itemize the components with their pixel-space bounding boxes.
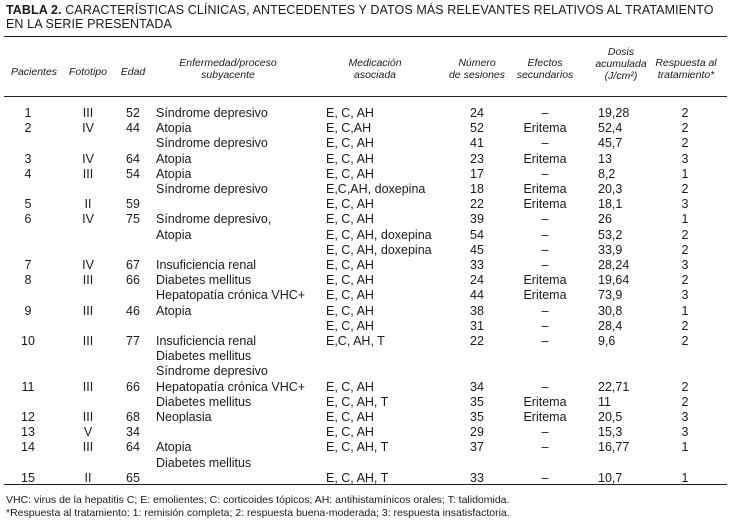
cell-dosis: 30,8: [598, 303, 623, 318]
cell-enfermedad: Atopia: [156, 440, 192, 455]
cell-sesiones: 33: [470, 258, 484, 272]
cell-enfermedad: Síndrome depresivo: [156, 364, 268, 379]
cell-enfermedad: Diabetes mellitus: [156, 455, 252, 470]
table-row: [0, 319, 730, 334]
cell-fototipo: IV: [82, 121, 94, 136]
cell-dosis: 52,4: [598, 121, 623, 136]
cell-efectos: –: [541, 212, 549, 227]
cell-sesiones: 24: [470, 106, 484, 120]
cell-respuesta: 1: [681, 470, 689, 485]
cell-medicacion: E, C,AH: [326, 121, 372, 136]
cell-medicacion: E, C, AH: [326, 197, 374, 212]
cell-enfermedad: Atopia: [156, 303, 192, 318]
cell-dosis: 26: [598, 212, 612, 227]
cell-edad: 75: [126, 212, 140, 227]
cell-medicacion: E, C, AH, T: [326, 470, 389, 485]
cell-efectos: –: [541, 106, 549, 120]
cell-sesiones: 23: [470, 151, 484, 166]
cell-sesiones: 29: [470, 425, 484, 440]
cell-efectos: Eritema: [523, 273, 567, 288]
cell-edad: 52: [126, 106, 140, 120]
cell-efectos: Eritema: [523, 121, 567, 136]
cell-enfermedad: Diabetes mellitus: [156, 349, 252, 364]
cell-fototipo: III: [82, 334, 94, 348]
cell-medicacion: E, C, AH: [326, 318, 374, 333]
cell-dosis: 19,64: [598, 273, 630, 288]
cell-respuesta: 1: [681, 166, 689, 181]
cell-dosis: 10,7: [598, 470, 623, 485]
cell-respuesta: 2: [681, 273, 689, 288]
cell-dosis: 73,9: [598, 288, 623, 303]
cell-respuesta: 2: [681, 394, 689, 409]
cell-respuesta: 2: [681, 227, 689, 242]
table-row: [0, 288, 730, 303]
cell-efectos: –: [541, 166, 549, 181]
cell-dosis: 15,3: [598, 425, 623, 440]
cell-medicacion: E, C, AH: [326, 151, 374, 166]
cell-medicacion: E, C, AH: [326, 288, 374, 303]
cell-medicacion: E, C, AH: [326, 425, 374, 440]
cell-fototipo: III: [82, 440, 94, 455]
cell-respuesta: 2: [681, 334, 689, 348]
cell-efectos: –: [541, 258, 549, 272]
cell-paciente: 6: [24, 212, 32, 227]
cell-enfermedad: Síndrome depresivo: [156, 136, 268, 151]
cell-enfermedad: Diabetes mellitus: [156, 394, 252, 409]
cell-dosis: 28,24: [598, 258, 630, 272]
cell-efectos: –: [541, 227, 549, 242]
cell-dosis: 19,28: [598, 106, 630, 120]
cell-medicacion: E, C, AH: [326, 106, 374, 120]
cell-respuesta: 3: [681, 151, 689, 166]
cell-respuesta: 1: [681, 303, 689, 318]
cell-medicacion: E, C, AH: [326, 258, 374, 272]
cell-paciente: 13: [21, 425, 35, 440]
cell-fototipo: II: [84, 470, 92, 485]
cell-medicacion: E,C, AH, T: [326, 334, 385, 348]
cell-paciente: 11: [21, 379, 35, 394]
cell-efectos: Eritema: [523, 151, 567, 166]
cell-respuesta: 3: [681, 410, 689, 424]
cell-respuesta: 2: [681, 318, 689, 333]
cell-sesiones: 22: [470, 197, 484, 212]
cell-enfermedad: Síndrome depresivo: [156, 182, 268, 196]
cell-respuesta: 2: [681, 121, 689, 136]
cell-medicacion: E, C, AH, T: [326, 440, 389, 455]
cell-efectos: Eritema: [523, 410, 567, 424]
header-numero: Número de sesiones: [448, 57, 506, 81]
table-row: [0, 212, 730, 227]
cell-paciente: 15: [21, 470, 35, 485]
cell-fototipo: IV: [82, 151, 94, 166]
cell-dosis: 18,1: [598, 197, 623, 212]
cell-enfermedad: Atopia: [156, 151, 192, 166]
cell-sesiones: 22: [470, 334, 484, 348]
bottom-rule: [4, 484, 727, 485]
cell-enfermedad: Hepatopatía crónica VHC+: [156, 288, 306, 303]
cell-dosis: 53,2: [598, 227, 623, 242]
cell-efectos: –: [541, 318, 549, 333]
cell-dosis: 45,7: [598, 136, 623, 151]
cell-edad: 66: [126, 379, 140, 394]
cell-edad: 66: [126, 273, 140, 288]
cell-fototipo: II: [84, 197, 92, 212]
cell-respuesta: 3: [681, 288, 689, 303]
cell-paciente: 8: [24, 273, 32, 288]
table-row: [0, 304, 730, 319]
table-row: [0, 273, 730, 288]
cell-sesiones: 39: [470, 212, 484, 227]
cell-efectos: –: [541, 334, 549, 348]
header-enfermedad: Enfermedad/proceso subyacente: [179, 57, 277, 81]
cell-sesiones: 35: [470, 394, 484, 409]
cell-edad: 64: [126, 440, 140, 455]
header-rule: [4, 96, 727, 97]
cell-efectos: –: [541, 379, 549, 394]
cell-fototipo: III: [82, 410, 94, 424]
cell-fototipo: III: [82, 106, 94, 120]
table-row: [0, 136, 730, 151]
cell-dosis: 9,6: [598, 334, 616, 348]
table-label: TABLA 2.: [6, 3, 62, 17]
cell-sesiones: 44: [470, 288, 484, 303]
cell-efectos: –: [541, 470, 549, 485]
footnote-abbreviations: VHC: virus de la hepatitis C; E: emolientes; C: corticoides tópicos; AH: antihistamínicos orales; T: talidomida.: [6, 494, 510, 506]
cell-efectos: –: [541, 303, 549, 318]
cell-medicacion: E, C, AH, doxepina: [326, 242, 432, 257]
cell-respuesta: 3: [681, 425, 689, 440]
cell-enfermedad: Atopia: [156, 166, 192, 181]
cell-paciente: 2: [24, 121, 32, 136]
cell-sesiones: 38: [470, 303, 484, 318]
table-row: [0, 334, 730, 349]
cell-edad: 64: [126, 151, 140, 166]
cell-fototipo: V: [83, 425, 93, 440]
cell-sesiones: 35: [470, 410, 484, 424]
table-row: [0, 228, 730, 243]
cell-medicacion: E, C, AH: [326, 273, 374, 288]
header-efectos: Efectos secundarios: [516, 57, 574, 81]
cell-medicacion: E, C, AH: [326, 212, 374, 227]
table-title: [6, 3, 726, 31]
cell-edad: 65: [126, 470, 140, 485]
top-rule: [4, 36, 727, 37]
table-row: [0, 364, 730, 379]
cell-edad: 68: [126, 410, 140, 424]
cell-medicacion: E, C, AH: [326, 410, 374, 424]
header-edad: Edad: [120, 66, 146, 78]
cell-enfermedad: Síndrome depresivo,: [156, 212, 272, 227]
cell-respuesta: 2: [681, 379, 689, 394]
cell-paciente: 9: [24, 303, 32, 318]
cell-sesiones: 52: [470, 121, 484, 136]
cell-enfermedad: Síndrome depresivo: [156, 106, 268, 120]
table-row: [0, 182, 730, 197]
cell-edad: 46: [126, 303, 140, 318]
cell-sesiones: 34: [470, 379, 484, 394]
table-caption: CARACTERÍSTICAS CLÍNICAS, ANTECEDENTES Y DATOS MÁS RELEVANTES RELATIVOS AL TRATAMIENTO EN LA SERIE PRESENTADA: [6, 3, 714, 31]
footnote-response: *Respuesta al tratamiento: 1: remisión completa; 2: respuesta buena-moderada; 3: respuesta insatisfactoria.: [6, 507, 510, 519]
cell-medicacion: E, C, AH: [326, 379, 374, 394]
header-pacientes: Pacientes: [10, 66, 58, 78]
cell-medicacion: E, C, AH, doxepina: [326, 227, 432, 242]
header-medicacion: Medicación asociada: [348, 57, 402, 81]
table-row: [0, 197, 730, 212]
cell-enfermedad: Atopia: [156, 121, 192, 136]
cell-efectos: Eritema: [523, 197, 567, 212]
cell-paciente: 7: [24, 258, 32, 272]
table-row: [0, 106, 730, 121]
cell-dosis: 11: [598, 394, 611, 409]
cell-dosis: 33,9: [598, 242, 623, 257]
cell-fototipo: III: [82, 379, 94, 394]
cell-paciente: 3: [24, 151, 32, 166]
cell-respuesta: 1: [681, 212, 689, 227]
cell-sesiones: 31: [470, 318, 484, 333]
cell-dosis: 8,2: [598, 166, 616, 181]
cell-edad: 67: [126, 258, 140, 272]
cell-dosis: 22,71: [598, 379, 630, 394]
cell-sesiones: 41: [470, 136, 484, 151]
cell-enfermedad: Hepatopatía crónica VHC+: [156, 379, 306, 394]
cell-efectos: –: [541, 136, 549, 151]
header-respuesta: Respuesta al tratamiento*: [655, 57, 717, 81]
cell-efectos: –: [541, 242, 549, 257]
cell-paciente: 12: [21, 410, 35, 424]
cell-respuesta: 2: [681, 136, 689, 151]
cell-medicacion: E, C, AH: [326, 303, 374, 318]
cell-edad: 54: [126, 166, 140, 181]
cell-edad: 44: [126, 121, 140, 136]
cell-dosis: 20,3: [598, 182, 623, 196]
header-fototipo: Fototipo: [69, 66, 107, 78]
table-row: [0, 456, 730, 471]
cell-enfermedad: Neoplasia: [156, 410, 212, 424]
table-row: [0, 425, 730, 440]
cell-dosis: 13: [598, 151, 612, 166]
table-row: [0, 410, 730, 425]
cell-edad: 77: [126, 334, 140, 348]
cell-sesiones: 17: [470, 166, 484, 181]
cell-sesiones: 33: [470, 470, 484, 485]
table-row: [0, 349, 730, 364]
cell-edad: 59: [126, 197, 140, 212]
cell-medicacion: E, C, AH: [326, 136, 374, 151]
table-row: [0, 121, 730, 136]
header-dosis: Dosis acumulada (J/cm²): [595, 46, 647, 82]
cell-efectos: Eritema: [523, 182, 567, 196]
cell-sesiones: 37: [470, 440, 484, 455]
table-row: [0, 243, 730, 258]
cell-enfermedad: Diabetes mellitus: [156, 273, 252, 288]
table-row: [0, 167, 730, 182]
table-row: [0, 152, 730, 167]
cell-medicacion: E, C, AH: [326, 166, 374, 181]
cell-respuesta: 2: [681, 182, 689, 196]
table-row: [0, 440, 730, 455]
cell-medicacion: E,C,AH, doxepina: [326, 182, 426, 196]
cell-fototipo: III: [82, 166, 94, 181]
cell-sesiones: 54: [470, 227, 484, 242]
cell-respuesta: 2: [681, 106, 689, 120]
cell-sesiones: 18: [470, 182, 484, 196]
table-row: [0, 258, 730, 273]
cell-medicacion: E, C, AH, T: [326, 394, 389, 409]
cell-fototipo: III: [82, 273, 94, 288]
cell-sesiones: 24: [470, 273, 484, 288]
cell-efectos: –: [541, 440, 549, 455]
cell-edad: 34: [126, 425, 140, 440]
cell-fototipo: IV: [82, 212, 94, 227]
cell-paciente: 4: [24, 166, 32, 181]
cell-paciente: 14: [21, 440, 35, 455]
cell-enfermedad: Insuficiencia renal: [156, 334, 257, 348]
cell-respuesta: 2: [681, 242, 689, 257]
cell-respuesta: 3: [681, 258, 689, 272]
cell-respuesta: 1: [681, 440, 689, 455]
cell-paciente: 5: [24, 197, 32, 212]
cell-sesiones: 45: [470, 242, 484, 257]
cell-respuesta: 3: [681, 197, 689, 212]
cell-dosis: 16,77: [598, 440, 630, 455]
table-row: [0, 380, 730, 395]
cell-dosis: 28,4: [598, 318, 623, 333]
table-row: [0, 395, 730, 410]
cell-fototipo: IV: [82, 258, 94, 272]
cell-paciente: 1: [24, 106, 32, 120]
cell-enfermedad: Atopia: [156, 227, 192, 242]
cell-dosis: 20,5: [598, 410, 623, 424]
cell-enfermedad: Insuficiencia renal: [156, 258, 257, 272]
cell-efectos: Eritema: [523, 288, 567, 303]
cell-efectos: –: [541, 425, 549, 440]
cell-efectos: Eritema: [523, 394, 567, 409]
cell-fototipo: III: [82, 303, 94, 318]
cell-paciente: 10: [21, 334, 35, 348]
